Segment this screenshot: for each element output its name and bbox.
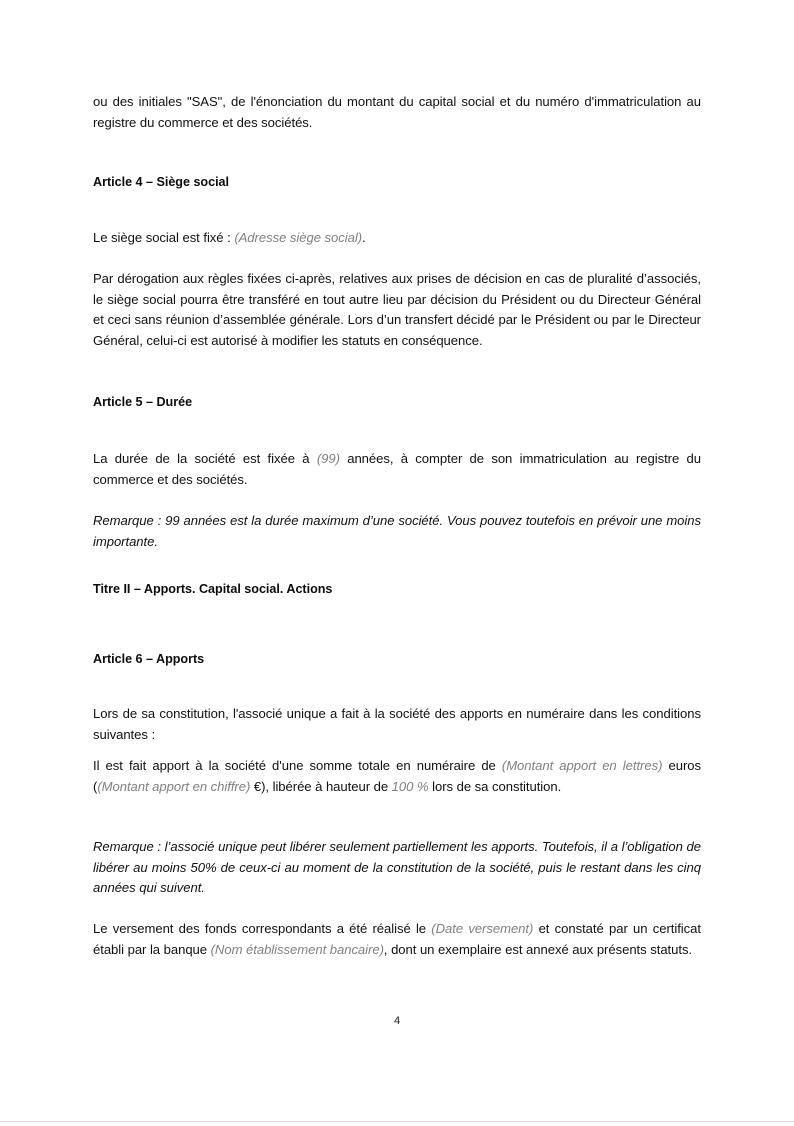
paragraph-continued [93,92,701,133]
paragraph-versement-fonds [93,919,701,960]
paragraph-text [93,756,701,797]
paragraph-duree-societe [93,449,701,490]
remark-text: Remarque : l’associé unique peut libérer seulement partiellement les apports. Toutefois, il a l’obligation de libérer au moins 50% de ceux-ci au moment de la constitution de la société, puis le restant dans les cinq années qui suivent. [93,839,701,896]
placeholder-duree-annees: (99) [316,451,340,466]
text-run-before: La durée de la société est fixée à [93,451,317,466]
heading-article-4 [93,172,701,192]
text-run-1: Il est fait apport à la société d'une somme totale en numéraire de [93,758,502,773]
text-run-2: euros ( [93,758,701,794]
heading-text: Article 6 – Apports [93,652,205,666]
paragraph-text [93,228,701,249]
page-bottom-divider [0,1121,794,1122]
text-run-2: et constaté par un certificat établi par la banque [93,921,701,957]
paragraph-apport-montant [93,756,701,797]
paragraph-text: Lors de sa constitution, l'associé unique a fait à la société des apports en numéraire dans les conditions suivantes : [93,706,701,742]
text-run-3: , dont un exemplaire est annexé aux présents statuts. [383,941,693,957]
paragraph-text [93,449,701,490]
heading-text: Article 5 – Durée [93,395,193,409]
text-run-after: années, à compter de son immatriculation au registre du commerce et des sociétés. [93,451,701,487]
remark-duree [93,511,701,552]
text-run-1: Le versement des fonds correspondants a été réalisé le [93,921,432,936]
remark-liberation-apports [93,837,701,899]
page-number-footer: 4 [393,1015,401,1027]
remark-text: Remarque : 99 années est la durée maximum d’une société. Vous pouvez toutefois en prévoir une moins importante. [93,513,701,549]
text-run-after: . [362,230,366,245]
heading-titre-2 [93,579,701,599]
placeholder-nom-etablissement-bancaire: (Nom établissement bancaire) [210,941,384,957]
text-run-3: ), libérée à hauteur de [261,778,392,794]
text-run-4: lors de sa constitution. [428,778,562,794]
placeholder-montant-apport-chiffre: (Montant apport en chiffre) [97,778,251,794]
paragraph-transfert-siege [93,269,701,351]
heading-article-6 [93,649,701,669]
placeholder-date-versement: (Date versement) [431,921,534,936]
paragraph-text: Par dérogation aux règles fixées ci-après, relatives aux prises de décision en cas de pluralité d’associés, le siège social pourra être transféré en tout autre lieu par décision du Président ou du Directeur Général et ceci sans réunion d’assemblée générale. Lors d’un transfert décidé par le Président ou par le Directeur Général, celui-ci est autorisé à modifier les statuts en conséquence. [93,271,701,348]
paragraph-siege-social-address [93,228,701,249]
placeholder-adresse-siege-social: (Adresse siège social) [234,230,363,245]
placeholder-montant-apport-lettres: (Montant apport en lettres) [501,758,663,773]
paragraph-text: ou des initiales "SAS", de l'énonciation du montant du capital social et du numéro d'immatriculation au registre du commerce et des sociétés. [93,94,701,130]
paragraph-apports-conditions [93,704,701,745]
placeholder-pourcentage-liberation: 100 % [391,778,429,794]
paragraph-text [93,919,701,960]
heading-text: Titre II – Apports. Capital social. Actions [93,582,333,596]
heading-text: Article 4 – Siège social [93,175,230,189]
euro-symbol: € [250,778,262,794]
heading-article-5 [93,392,701,412]
text-run-before: Le siège social est fixé : [93,230,235,245]
